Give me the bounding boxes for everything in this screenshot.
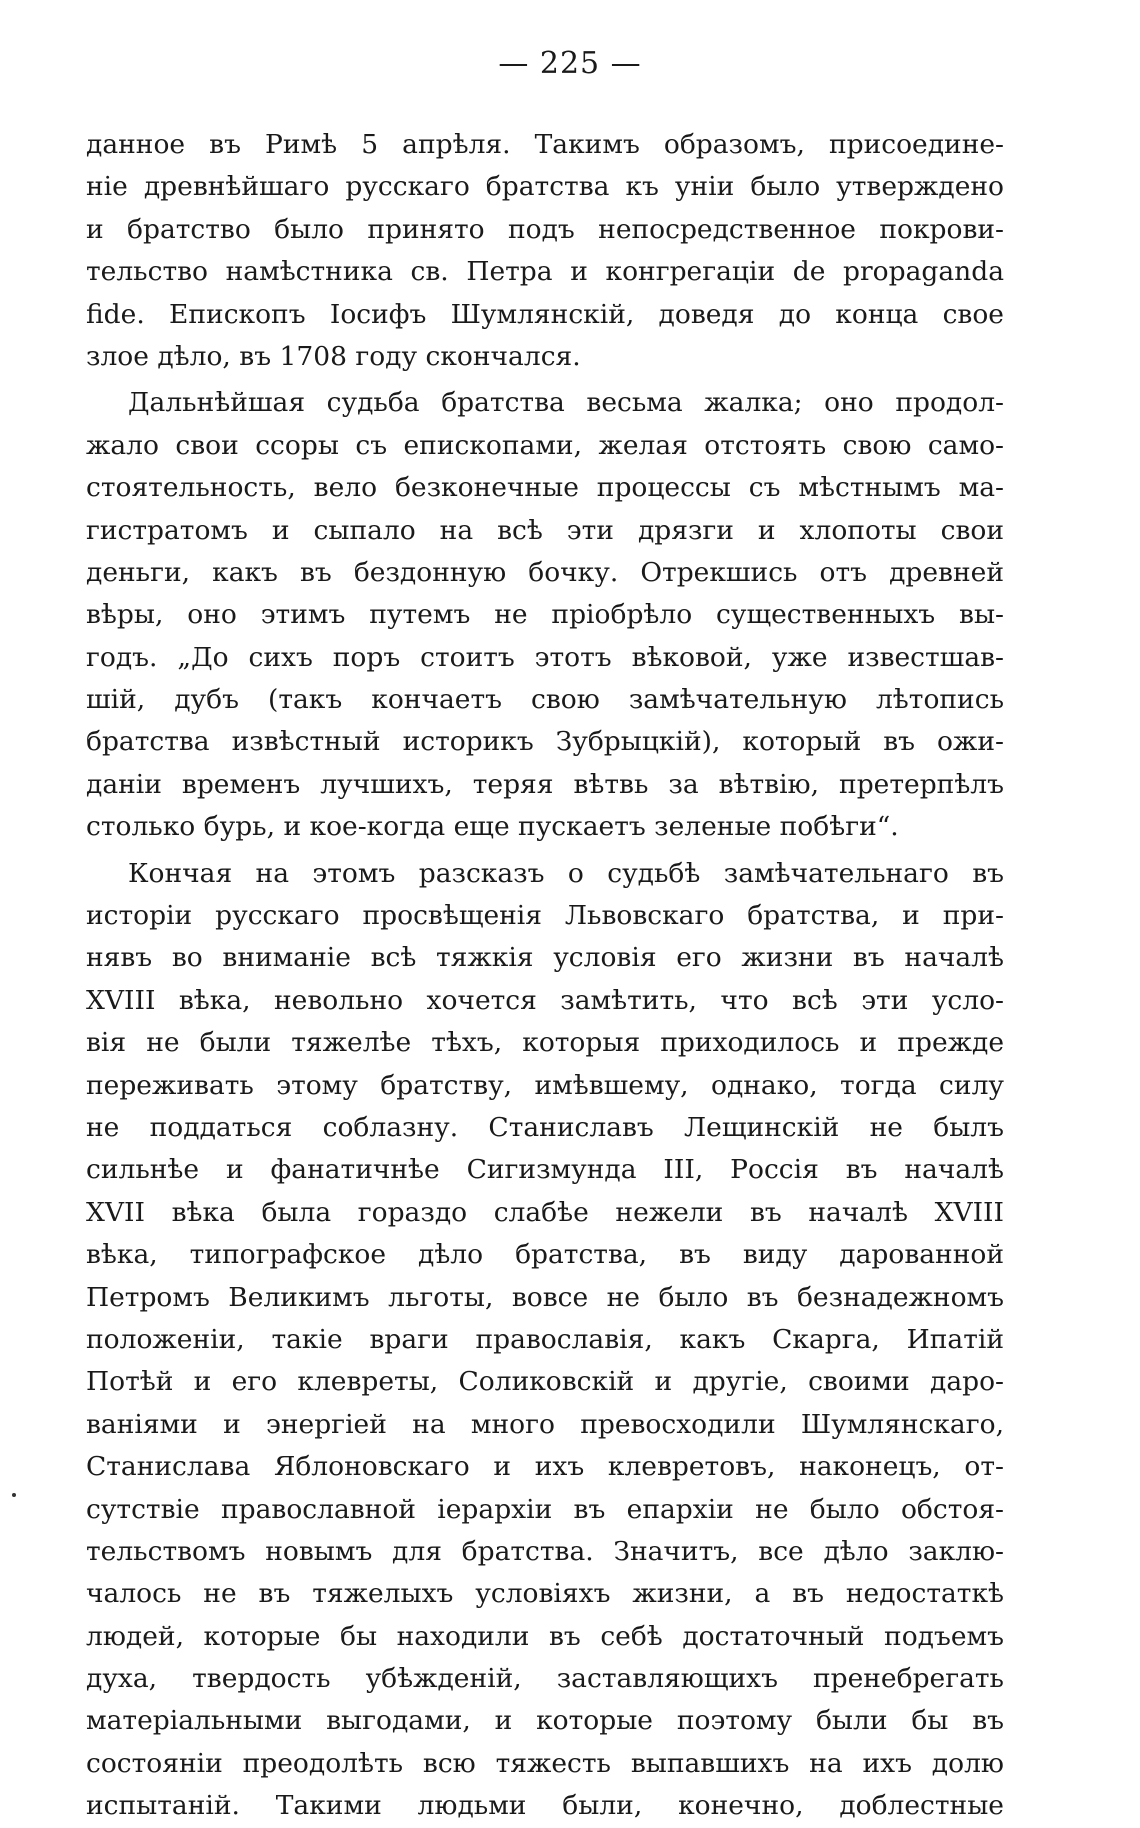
text-line: вѣка, типографское дѣло братства, въ виду дарованной — [86, 1239, 1004, 1271]
text-line: людей, которые бы находили въ себѣ достаточный подъемъ — [86, 1620, 1004, 1652]
text-line: XVII вѣка была гораздо слабѣе нежели въ началѣ XVIII — [86, 1196, 1004, 1228]
text-line: Станислава Яблоновскаго и ихъ клевретовъ, наконецъ, от- — [86, 1451, 1004, 1483]
text-line: матеріальными выгодами, и которые поэтому были бы въ — [86, 1705, 1004, 1737]
text-line: нявъ во вниманіе всѣ тяжкія условія его жизни въ началѣ — [86, 942, 1004, 974]
text-line: исторіи русскаго просвѣщенія Львовскаго братства, и при- — [86, 900, 1004, 932]
text-line: Дальнѣйшая судьба братства весьма жалка; оно продол- — [128, 387, 1004, 419]
text-line: столько бурь, и кое-когда еще пускаетъ зеленые побѣги“. — [86, 811, 899, 843]
text-line: вѣры, оно этимъ путемъ не пріобрѣло существенныхъ вы- — [86, 599, 1004, 631]
text-line: вія не были тяжелѣе тѣхъ, которыя приходилось и прежде — [86, 1027, 1004, 1059]
paragraph — [86, 382, 1004, 848]
text-line: Кончая на этомъ разсказъ о судьбѣ замѣчательнаго въ — [128, 857, 1004, 889]
text-line: злое дѣло, въ 1708 году скончался. — [86, 340, 581, 372]
text-line: шій, дубъ (такъ кончаетъ свою замѣчательную лѣтопись — [86, 684, 1004, 716]
text-line: XVIII вѣка, невольно хочется замѣтить, что всѣ эти усло- — [86, 984, 1004, 1016]
page-number: — 225 — — [498, 46, 642, 81]
text-line: ваніями и энергіей на много превосходили Шумлянскаго, — [86, 1408, 1004, 1440]
paragraph — [86, 124, 1004, 378]
text-line: положеніи, такіе враги православія, какъ Скарга, Ипатій — [86, 1323, 1004, 1355]
text-line: и братство было принято подъ непосредственное покрови- — [86, 213, 1004, 245]
text-line: чалось не въ тяжелыхъ условіяхъ жизни, а въ недостаткѣ — [86, 1578, 1004, 1610]
text-line: сутствіе православной іерархіи въ епархіи не было обстоя- — [86, 1493, 1004, 1525]
text-line: стоятельность, вело безконечные процессы съ мѣстнымъ ма- — [86, 472, 1004, 504]
text-line: жало свои ссоры съ епископами, желая отстоять свою само- — [86, 429, 1004, 461]
text-line: тельство намѣстника св. Петра и конгрегаціи de propaganda — [86, 256, 1004, 288]
body-text — [86, 124, 1004, 1828]
text-line: Потѣй и его клевреты, Соликовскій и другіе, своими даро- — [86, 1366, 1004, 1398]
text-line: fide. Епископъ Іосифъ Шумлянскій, доведя до конца свое — [86, 298, 1004, 330]
text-line: тельствомъ новымъ для братства. Значитъ, все дѣло заклю- — [86, 1535, 1004, 1567]
text-line: духа, твердость убѣжденій, заставляющихъ пренебрегать — [86, 1663, 1004, 1695]
text-line: испытаній. Такими людьми были, конечно, доблестные — [86, 1790, 1004, 1822]
text-line: состояніи преодолѣть всю тяжесть выпавшихъ на ихъ долю — [86, 1747, 1004, 1779]
text-line: гистратомъ и сыпало на всѣ эти дрязги и хлопоты свои — [86, 514, 1004, 546]
text-line: Петромъ Великимъ льготы, вовсе не было въ безнадежномъ — [86, 1281, 1004, 1313]
text-line: братства извѣстный историкъ Зубрыцкій), который въ ожи- — [86, 726, 1004, 758]
text-line: даніи временъ лучшихъ, теряя вѣтвь за вѣтвію, претерпѣлъ — [86, 768, 1004, 800]
text-line: ніе древнѣйшаго русскаго братства къ уніи было утверждено — [86, 171, 1004, 203]
text-line: годъ. „До сихъ поръ стоитъ этотъ вѣковой, уже известшав- — [86, 641, 1004, 673]
print-speck — [12, 1493, 16, 1497]
text-line: переживать этому братству, имѣвшему, однако, тогда силу — [86, 1069, 1004, 1101]
text-line: данное въ Римѣ 5 апрѣля. Такимъ образомъ, присоедине- — [86, 129, 1004, 160]
text-line: не поддаться соблазну. Станиславъ Лещинскій не былъ — [86, 1111, 1004, 1143]
text-line: деньги, какъ въ бездонную бочку. Отрекшись отъ древней — [86, 556, 1004, 588]
text-line: сильнѣе и фанатичнѣе Сигизмунда III, Россія въ началѣ — [86, 1154, 1004, 1186]
paragraph — [86, 853, 1004, 1828]
